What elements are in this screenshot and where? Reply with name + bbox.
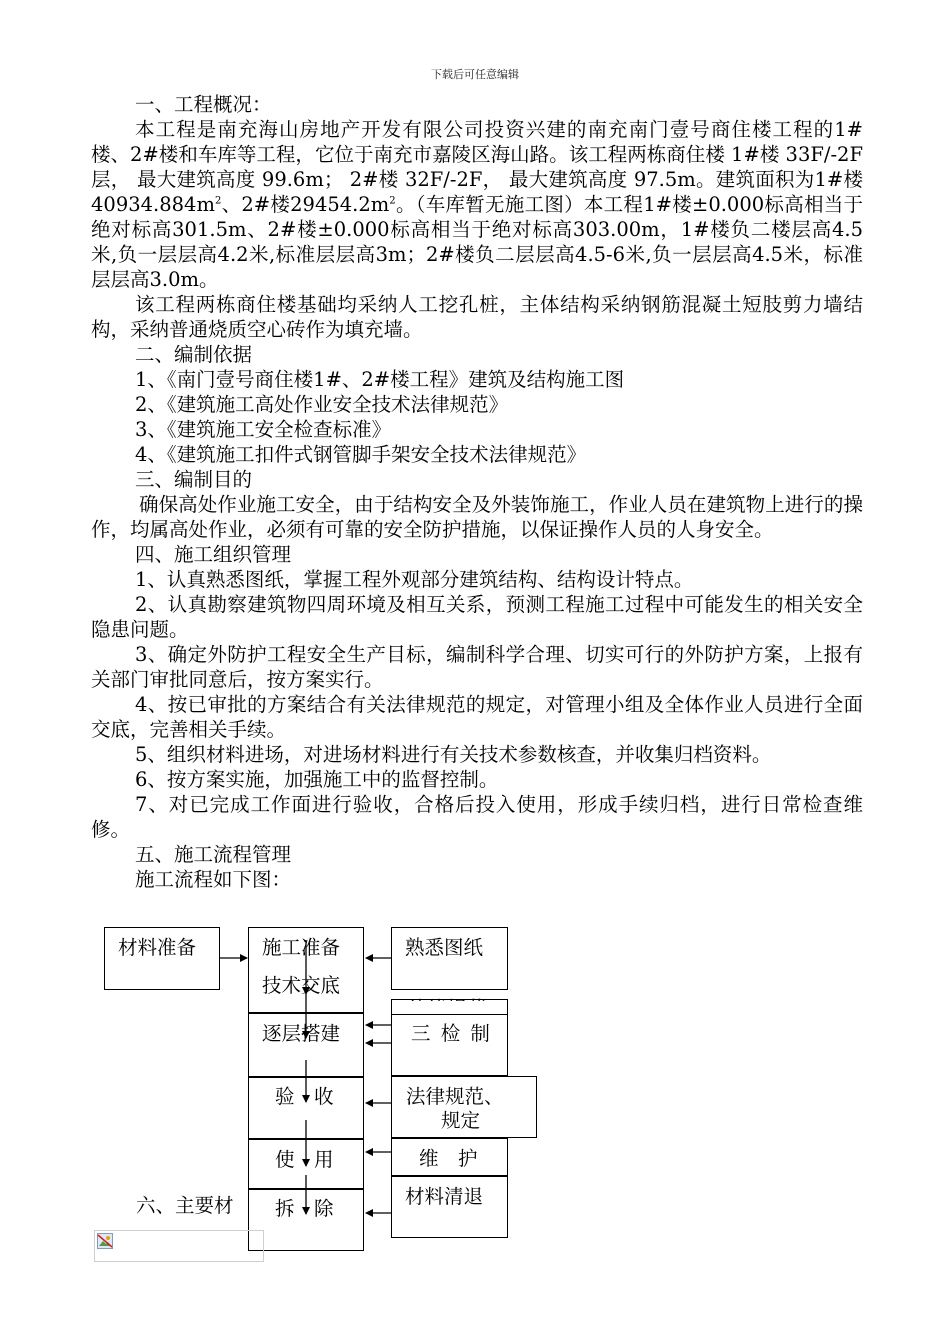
flow-label-material-return: 材料清退: [405, 1185, 484, 1208]
section-4-item: 7、对已完成工作面进行验收，合格后投入使用，形成手续归档，进行日常检查维修。: [91, 793, 863, 841]
section-4-item: 5、组织材料进场，对进场材料进行有关技术参数核查，并收集归档资料。: [135, 743, 772, 766]
section-2-item: 4、《建筑施工扣件式钢管脚手架安全技术法律规范》: [135, 443, 587, 466]
section-4-item: 1、认真熟悉图纸，掌握工程外观部分建筑结构、结构设计特点。: [135, 568, 694, 591]
flow-label-regulations-line1: 法律规范、: [406, 1085, 504, 1108]
section-2-item: 3、《建筑施工安全检查标准》: [135, 418, 392, 441]
section-4-item: 4、按已审批的方案结合有关法律规范的规定，对管理小组及全体作业人员进行全面交底，完善相关手续。: [91, 693, 863, 741]
section-4-title: 四、施工组织管理: [135, 543, 292, 566]
section-4-item: 3、确定外防护工程安全生产目标，编制科学合理、切实可行的外防护方案，上报有关部门审批同意后，按方案实行。: [91, 643, 863, 691]
broken-image-icon: [97, 1233, 113, 1249]
document-body: [91, 92, 863, 892]
section-4-item: 2、认真勘察建筑物四周环境及相互关系，预测工程施工过程中可能发生的相关安全隐患问题。: [91, 593, 863, 641]
flow-label-construction-prep: 施工准备: [262, 936, 341, 959]
flow-label-familiarize-drawings: 熟悉图纸: [405, 936, 484, 959]
section-2-item: 1、《南门壹号商住楼1#、2#楼工程》建筑及结构施工图: [135, 368, 625, 391]
section-5-title: 五、施工流程管理: [135, 843, 292, 866]
broken-image-placeholder: [94, 1230, 264, 1262]
flow-label-maintenance: 维 护: [419, 1147, 478, 1170]
flow-label-acceptance: 验 收: [275, 1085, 334, 1108]
section-2-title: 二、编制依据: [135, 343, 253, 366]
section-1-paragraph-1: 本工程是南充海山房地产开发有限公司投资兴建的南充南门壹号商住楼工程的1#楼、2#楼和车库等工程，它位于南充市嘉陵区海山路。该工程两栋商住楼 1#楼 33F/-2F 层， 最大建筑高度 99.6m； 2#楼 32F/-2F， 最大建筑高度 97.5m。建筑面积为1#楼$40934.884m^2$、2#楼$29454.2m^2$。（车库暂无施工图）本工程1#楼±0.000标高相当于绝对标高301.5m、2#楼±0.000标高相当于绝对标高303.00m，1#楼负二楼层高4.5米,负一层层高4.2米,标准层层高3m；2#楼负二层层高4.5-6米,负一层层高4.5米，标准层层高3.0m。: [91, 118, 864, 291]
section-3-title: 三、编制目的: [135, 468, 253, 491]
page-header-note: 下载后可任意编辑: [431, 68, 519, 81]
flow-label-tech-briefing: 技术交底: [262, 974, 341, 997]
section-6-title-partial: 六、主要材: [136, 1194, 234, 1217]
flow-label-regulations-line2: 规定: [441, 1109, 481, 1132]
flow-label-layer-build: 逐层搭建: [262, 1022, 341, 1045]
flow-label-three-checks: 三 检 制: [411, 1022, 490, 1045]
section-5-intro: 施工流程如下图：: [135, 868, 292, 891]
flow-label-use: 使 用: [275, 1148, 334, 1171]
flow-label-material-prep: 材料准备: [118, 936, 197, 959]
section-4-item: 6、按方案实施，加强施工中的监督控制。: [135, 768, 499, 791]
section-3-paragraph: 确保高处作业施工安全，由于结构安全及外装饰施工，作业人员在建筑物上进行的操作，均属高处作业，必须有可靠的安全防护措施，以保证操作人员的人身安全。: [91, 493, 863, 541]
section-1-title: 一、工程概况：: [135, 93, 272, 116]
section-1-paragraph-2: 该工程两栋商住楼基础均采纳人工挖孔桩，主体结构采纳钢筋混凝土短肢剪力墙结构，采纳普通烧质空心砖作为填充墙。: [91, 293, 863, 341]
flow-label-dismantle: 拆 除: [275, 1197, 334, 1220]
section-2-item: 2、《建筑施工高处作业安全技术法律规范》: [135, 393, 509, 416]
